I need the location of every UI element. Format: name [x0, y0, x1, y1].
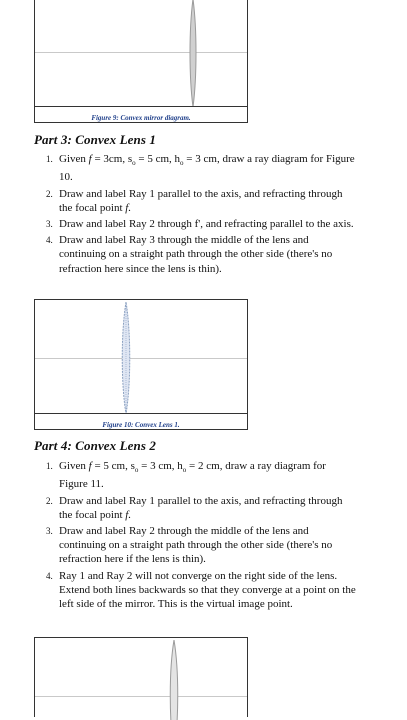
list-item: 4. Ray 1 and Ray 2 will not converge on the right side of the lens. Extend both lines backwards so that they converge at a point on the left side of the mirror. This is the virtual image point.: [46, 569, 356, 611]
part-3-heading: Part 3: Convex Lens 1: [34, 132, 156, 147]
item-number: 3.: [46, 526, 53, 536]
item-number: 1.: [46, 461, 53, 471]
optical-axis: [35, 696, 247, 697]
item-number: 3.: [46, 219, 53, 229]
item-number: 2.: [46, 495, 53, 506]
figure-10-box: [34, 299, 248, 430]
figure-9-box: [34, 0, 248, 123]
list-item: 2. Draw and label Ray 1 parallel to the axis, and refracting through the focal point f.: [46, 494, 343, 521]
figure-11-box: [34, 637, 248, 717]
convex-lens-shape: [121, 302, 131, 414]
mirror-shape: [188, 0, 198, 107]
convex-lens-shape: [169, 640, 179, 720]
item-number: 1.: [46, 154, 53, 164]
figure-10-caption-band: [35, 413, 247, 429]
part-4-heading: Part 4: Convex Lens 2: [34, 438, 156, 453]
item-number: 2.: [46, 188, 53, 199]
item-number: 4.: [46, 570, 53, 581]
figure-10-caption: Figure 10: Convex Lens 1.: [102, 421, 180, 429]
figure-9-caption: Figure 9: Convex mirror diagram.: [91, 114, 191, 122]
list-item: 2. Draw and label Ray 1 parallel to the axis, and refracting through the focal point f.: [46, 187, 343, 214]
list-item: 1. Given f = 5 cm, $s_o = 3$ cm, $h_o = 2$ cm, draw a ray diagram for Figure 11.: [46, 460, 326, 491]
part-3-steps: [34, 152, 356, 278]
list-item: 4. Draw and label Ray 3 through the middle of the lens and continuing on a straight path through the other side (there's no refraction here since the lens is thin).: [46, 234, 333, 275]
figure-9-caption-band: [35, 106, 247, 122]
list-item: 1. Given f = 3cm, $s_o = 5$ cm, $h_o = 3$ cm, draw a ray diagram for Figure 10.: [46, 153, 355, 184]
item-number: 4.: [46, 235, 53, 246]
list-item: 3. Draw and label Ray 2 through f', and refracting parallel to the axis.: [46, 218, 354, 230]
list-item: 3. Draw and label Ray 2 through the middle of the lens and continuing on a straight path through the other side (there's no refraction here if the lens is thin).: [46, 525, 333, 566]
optical-axis: [35, 52, 247, 53]
part-4-steps: [34, 459, 356, 613]
optical-axis: [35, 358, 247, 359]
